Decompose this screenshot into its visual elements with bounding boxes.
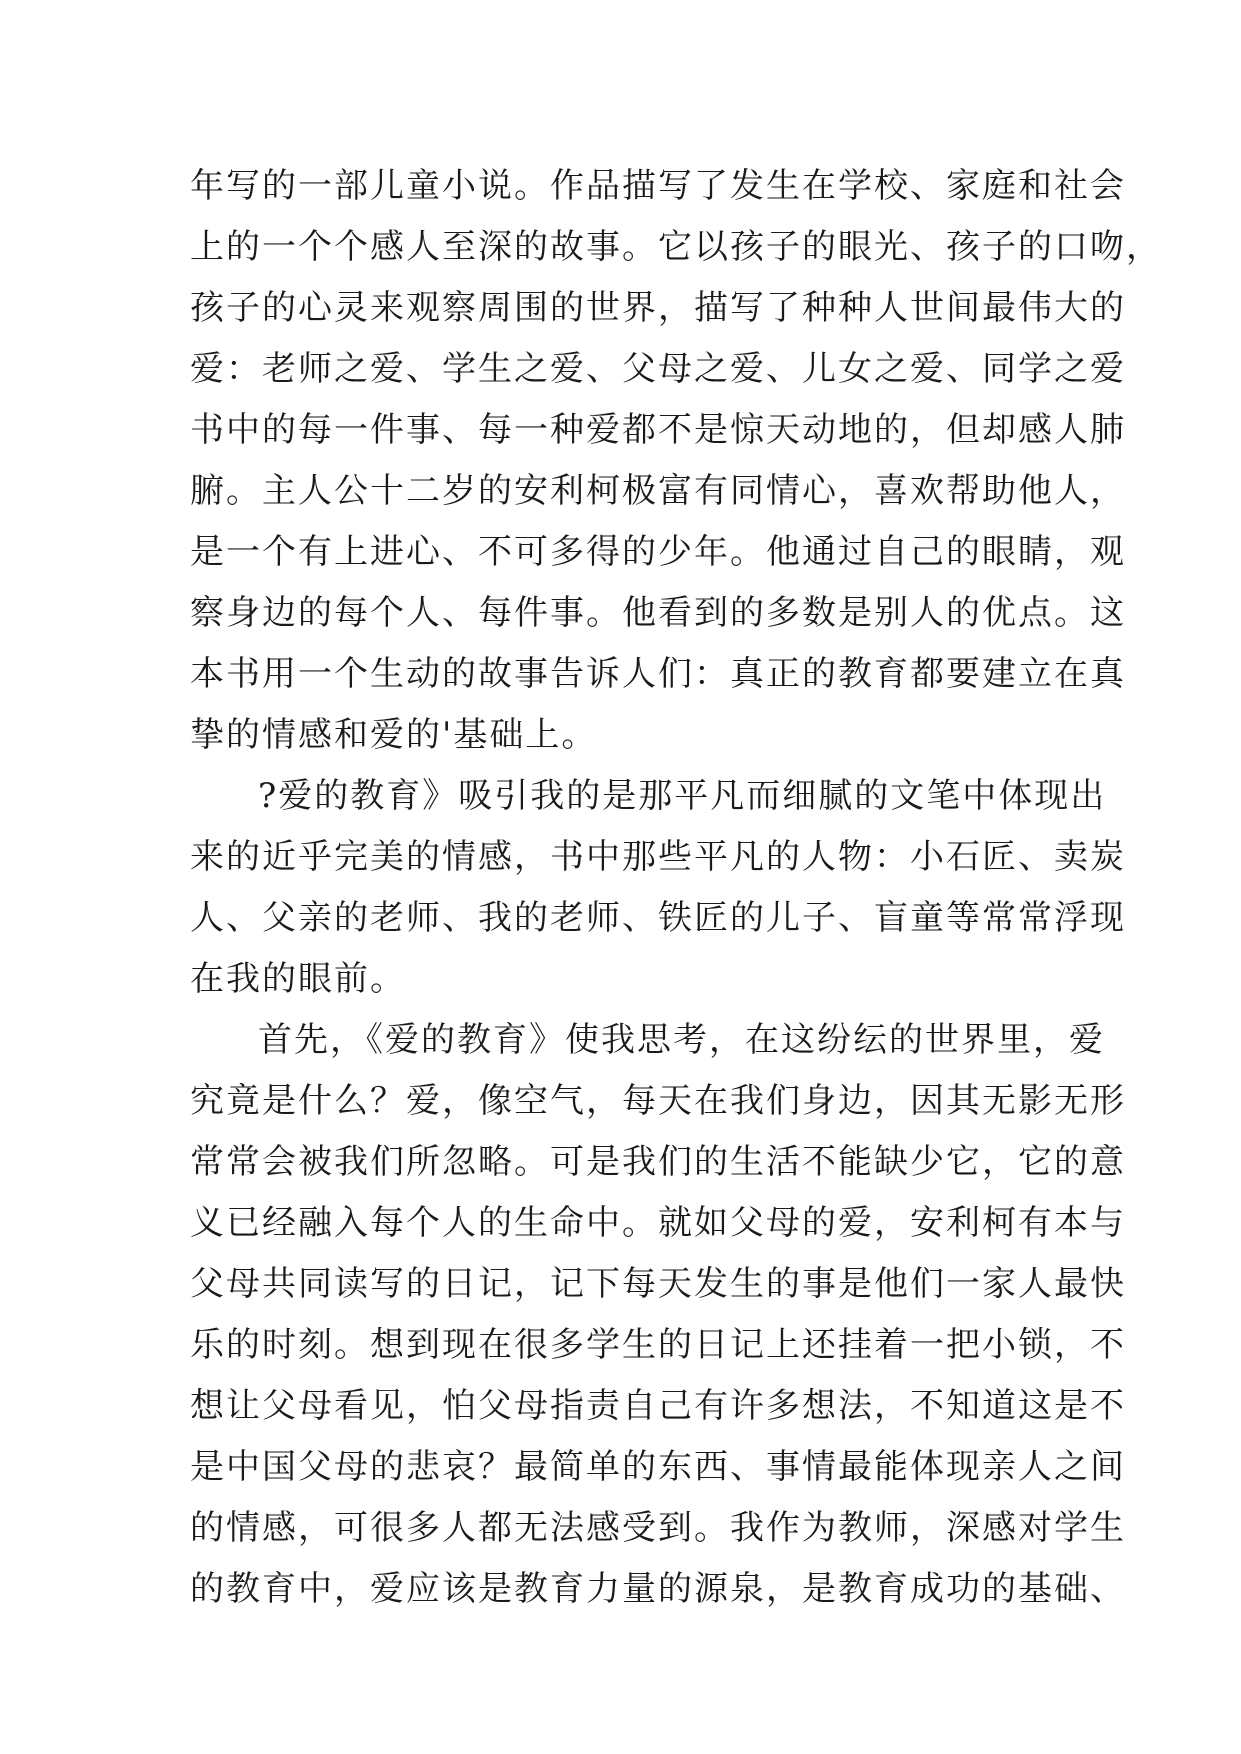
text-line: 义已经融入每个人的生命中。就如父母的爱，安利柯有本与	[190, 1203, 1126, 1243]
text-line: 在我的眼前。	[190, 959, 406, 999]
text-line: 是中国父母的悲哀？最简单的东西、事情最能体现亲人之间	[190, 1447, 1126, 1487]
text-line: 腑。主人公十二岁的安利柯极富有同情心，喜欢帮助他人，	[190, 471, 1126, 511]
text-line: 年写的一部儿童小说。作品描写了发生在学校、家庭和社会	[190, 166, 1126, 206]
paragraph-start-line: ?爱的教育》吸引我的是那平凡而细腻的文笔中体现出	[258, 776, 1107, 816]
text-line: 究竟是什么？爱，像空气，每天在我们身边，因其无影无形	[190, 1081, 1126, 1121]
paragraph-start-line: 首先，《爱的教育》使我思考，在这纷纭的世界里，爱	[258, 1020, 1105, 1060]
text-line: 是一个有上进心、不可多得的少年。他通过自己的眼睛，观	[190, 532, 1126, 572]
text-line: 察身边的每个人、每件事。他看到的多数是别人的优点。这	[190, 593, 1126, 633]
text-line: 上的一个个感人至深的故事。它以孩子的眼光、孩子的口吻，	[190, 227, 1162, 267]
body-text	[190, 156, 1162, 1620]
text-line: 孩子的心灵来观察周围的世界，描写了种种人世间最伟大的	[190, 288, 1126, 328]
text-line: 书中的每一件事、每一种爱都不是惊天动地的，但却感人肺	[190, 410, 1126, 450]
text-line: 爱：老师之爱、学生之爱、父母之爱、儿女之爱、同学之爱	[190, 349, 1126, 389]
text-line: 来的近乎完美的情感，书中那些平凡的人物：小石匠、卖炭	[190, 837, 1126, 877]
text-line: 常常会被我们所忽略。可是我们的生活不能缺少它，它的意	[190, 1142, 1126, 1182]
text-line: 人、父亲的老师、我的老师、铁匠的儿子、盲童等常常浮现	[190, 898, 1126, 938]
text-line: 本书用一个生动的故事告诉人们：真正的教育都要建立在真	[190, 654, 1126, 694]
text-line: 父母共同读写的日记，记下每天发生的事是他们一家人最快	[190, 1264, 1126, 1304]
text-line: 乐的时刻。想到现在很多学生的日记上还挂着一把小锁，不	[190, 1325, 1126, 1365]
text-line: 挚的情感和爱的'基础上。	[190, 715, 598, 755]
text-line: 的教育中，爱应该是教育力量的源泉，是教育成功的基础、	[190, 1569, 1126, 1609]
text-line: 的情感，可很多人都无法感受到。我作为教师，深感对学生	[190, 1508, 1126, 1548]
text-line: 想让父母看见，怕父母指责自己有许多想法，不知道这是不	[190, 1386, 1126, 1426]
